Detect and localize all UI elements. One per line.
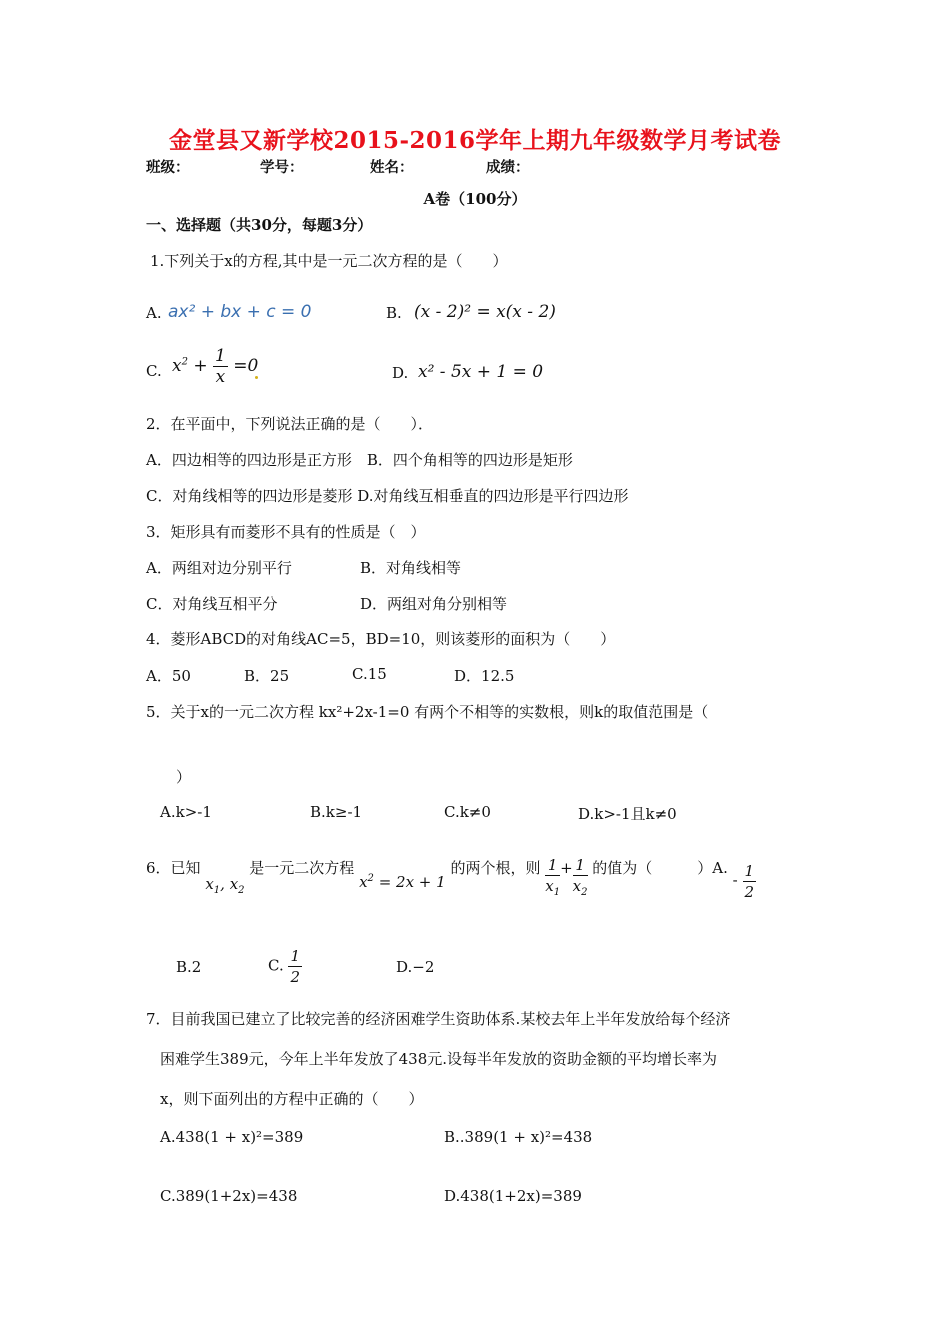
q3-stem: 3．矩形具有而菱形不具有的性质是（ ） xyxy=(146,523,426,541)
q1-option-a-label: A. xyxy=(146,304,162,322)
score-label: 成绩： xyxy=(486,159,530,176)
q4-option-a: A．50 xyxy=(146,667,191,685)
q6-option-d: D.−2 xyxy=(396,958,435,976)
q4-option-d: D．12.5 xyxy=(454,667,515,685)
q3-option-c: C．对角线互相平分 xyxy=(146,595,278,613)
q7-option-a: A.438(1 + x)²=389 xyxy=(160,1128,304,1146)
q7-line3: x，则下面列出的方程中正确的（ ） xyxy=(160,1090,424,1108)
q4-stem: 4．菱形ABCD的对角线AC=5，BD=10，则该菱形的面积为（ ） xyxy=(146,630,616,648)
q6-stem-render: 6．已知 $x_1$, $x_2$ 是一元二次方程 $x^2 = 2x + 1$ 的两个根，则 $\frac{1}{x_1}$ + $\frac{1}{x_2}$ 的值为（ ）A. - $\frac{1}{2}$ xyxy=(146,856,755,901)
q1-option-d-label: D. xyxy=(392,364,409,382)
q2-options-cd: C．对角线相等的四边形是菱形 D.对角线互相垂直的四边形是平行四边形 xyxy=(146,487,629,505)
q1-option-a-math: ax² + bx + c = 0 xyxy=(168,302,312,322)
student-number-label: 学号： xyxy=(260,159,304,176)
q5-stem: 5．关于x的一元二次方程 kx²+2x-1=0 有两个不相等的实数根，则k的取值范围是（ xyxy=(146,703,709,721)
q1-stem: 1.下列关于x的方程,其中是一元二次方程的是（ ） xyxy=(150,252,508,270)
page-title: 金堂县又新学校2015-2016学年上期九年级数学月考试卷 xyxy=(168,127,782,154)
q3-option-a: A．两组对边分别平行 xyxy=(146,559,292,577)
q5-option-a: A.k>-1 xyxy=(160,803,212,821)
section-a-heading: A卷（100分） xyxy=(423,190,527,208)
part1-heading: 一、选择题（共30分，每题3分） xyxy=(146,216,373,234)
q3-option-b: B．对角线相等 xyxy=(360,559,462,577)
q7-line1: 7．目前我国已建立了比较完善的经济困难学生资助体系.某校去年上半年发放给每个经济 xyxy=(146,1010,731,1028)
q7-option-b: B..389(1 + x)²=438 xyxy=(444,1128,593,1146)
q6-option-c-render: C. $\frac{1}{2}$ xyxy=(268,947,301,986)
q5-option-d: D.k>-1且k≠0 xyxy=(578,805,677,823)
q7-option-c: C.389(1+2x)=438 xyxy=(160,1187,298,1205)
q2-options-ab: A．四边相等的四边形是正方形 B．四个角相等的四边形是矩形 xyxy=(146,451,573,469)
class-label: 班级： xyxy=(146,159,190,176)
q5-stem-end: ） xyxy=(176,768,192,786)
q4-option-b: B．25 xyxy=(244,667,290,685)
q7-option-d: D.438(1+2x)=389 xyxy=(444,1187,582,1205)
q1-option-b-label: B. xyxy=(386,304,402,322)
yellow-mark xyxy=(255,376,258,379)
q5-option-c: C.k≠0 xyxy=(444,803,491,821)
q3-option-d: D．两组对角分别相等 xyxy=(360,595,508,613)
q1-option-b-math: (x - 2)² = x(x - 2) xyxy=(414,302,556,322)
name-label: 姓名： xyxy=(370,159,414,176)
q7-line2: 困难学生389元，今年上半年发放了438元.设每半年发放的资助金额的平均增长率为 xyxy=(160,1050,718,1068)
q5-option-b: B.k≥-1 xyxy=(310,803,363,821)
q2-stem: 2．在平面中，下列说法正确的是（ ）． xyxy=(146,415,434,433)
q6-option-b: B.2 xyxy=(176,958,202,976)
q1-option-c-render: $x^2$ + $\frac{1}{x}$ =0 xyxy=(172,346,259,387)
q1-option-c-label: C. xyxy=(146,362,162,380)
q4-option-c: C.15 xyxy=(352,665,387,683)
q1-option-d-math: x² - 5x + 1 = 0 xyxy=(418,362,544,382)
